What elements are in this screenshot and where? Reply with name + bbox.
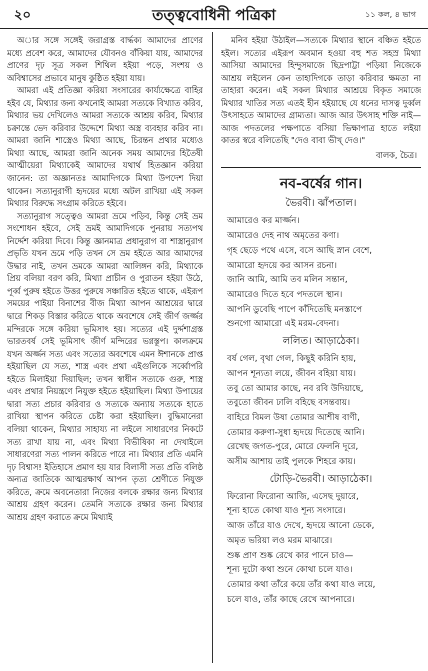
verse-line: আমারেও দিতে হবে পদতলে স্থান। bbox=[227, 289, 343, 300]
journal-title: তত্ত্ববোধিনী পত্রিকা bbox=[152, 6, 276, 24]
verse-line: শূন্য হাতে কোথা যাও শূন্য সংসারে। bbox=[227, 506, 346, 517]
verse-line: আপন শূন্যতা লয়ে, জীবন বহিয়া যায়। bbox=[227, 368, 356, 379]
poem-title: নব-বর্ষের গান। bbox=[279, 176, 363, 193]
verse-line: বর্ষ গেল, বৃথা গেল, কিছুই করিনি হায়, bbox=[227, 354, 356, 365]
verse-line: অমৃত ভরিয়া লও মরম মাঝারে। bbox=[227, 535, 333, 546]
page-header bbox=[0, 0, 428, 29]
verse-line: আমারেও কর মার্জ্জন। bbox=[227, 216, 300, 227]
verse bbox=[221, 214, 421, 332]
column-divider bbox=[212, 32, 213, 663]
song-section bbox=[221, 196, 421, 332]
paragraph: সত্যানুরাগ সত্ত্বেও আমরা ভ্রমে পড়িব, কিন্তু সেই ভ্রম সংশোধন হইবে, সেই ভ্রমই আমাদিগকে পুনরায় সত্যপথ নির্দ্দেশ করিয়া দিবে। কিন্তু জ্ঞানমাত্র প্রধানুরাগ বা শাস্ত্রানুরাগ প্রভৃতি যখন ভ্রমে পড়ি তখন সে ভ্রম হইতে আর আমাদের উদ্ধার নাই, তখন ভ্রমকে আমরা আলিঙ্গন করি, মিথ্যাকে প্রিয় বলিয়া বরণ করি, মিথ্যা প্রাচীন ও পুরাতন হইয়া উঠে, পূর্ব্ব পুরুষ হইতে উত্তর পুরুষে সঞ্চারিত হইতে থাকে, এইরূপ সময়ের পাইয়া বিনাশের বীজ মিথ্যা আপন আশ্রয়ের দ্বারে দ্বারে শিকড় বিস্তার করিতে থাকে অবশেষে সেই জীর্ণ জর্জ্জর মন্দিরকে সঙ্গে করিয়া ভূমিসাৎ হয়। সত্যের এই দুর্দ্দশাগ্রস্ত ভারতবর্ষ সেই ভূমিসাৎ জীর্ণ মন্দিরের ভগ্নস্তূপ। কালক্রমে যখন অর্জ্জন সত্য এবং সত্যের অবশেষে এমন ঈশানকে প্রাপ্ত হইয়াছিল যে সত্য, শাস্ত্র এবং প্রথা এইগুলিকে সর্ব্বোপরি হইতে মিলাইয়া দিয়াছিল; তখন স্বাধীন সত্যকে গুরু, শাস্ত্র এবং প্রথার নিয়ন্ত্রণে নিযুক্ত হইতে হইয়াছিল। মিথ্যা উপায়ের দ্বারা সত্য প্রচার করিবার ও সত্যকে অন্যায় সত্যকে হাতে রাখিয়া স্থাপন করিতে চেষ্টা করা হইয়াছিল। বুদ্ধিমানেরা বলিয়া থাকেন, মিথ্যার সাহায্য না লইলে সাধারণের নিকটে সত্য রাখা যায় না, এবং মিথ্যা বিভীষিকা না দেখাইলে সাধারণেরা সত্য পালন করিতে পারে না। মিথ্যার প্রতি এমনি দৃঢ় বিশ্বাস! ইতিহাসে প্রমাণ হয় যার বিলাসী সত্য প্রতি বলিষ্ঠ অন্যত্র জাতিকে আত্মরক্ষার্থ আপন তৃত্য শ্রেণীতে নিযুক্ত করিতে, ক্রমে অবনেতারা নিজের বলকে রক্ষার জন্য মিথ্যার আশ্রয় গ্রহণ করেন। তেমনি সত্যকে রক্ষার জন্য মিথ্যার আশ্রয় গ্রহণ করাতে ক্রমে মিথ্যাই bbox=[7, 210, 203, 522]
raga-heading: টোড়ি-ভৈরবী। আড়াঠেকা। bbox=[269, 473, 373, 485]
song-section bbox=[221, 334, 421, 470]
verse-line: আজ তাঁরে যাও দেখে, হৃদয়ে আনো ডেকে, bbox=[227, 521, 375, 532]
verse-line: রেখেছ জগত-পুরে, মোরে ফেলনি দূরে, bbox=[227, 442, 359, 453]
verse bbox=[221, 490, 421, 608]
verse-line: ফিরোনা ফিরোনা আজি, এসেছ দুয়ারে, bbox=[227, 491, 359, 502]
paragraph: মনিব হইয়া উঠাইল—সত্যকে মিথ্যার স্থানে বঞ্চিত হইতে হইল। সত্যের এইরূপ অবমান হওয়া বহু শত সহস্র মিথ্যা আসিয়া আমাদের হিন্দুসমাজে ছিদ্রপাট্টা পড়িয়া নিজেকে আশ্রয় লইলেন কেন তাহাদিগকে তাড়া করিবার ক্ষমতা না তাহারা করেন। এই সকল মিথ্যার আশ্রয়ে বিকৃত সমাজে মিথ্যার খাতির সত্য এতই হীন হইয়াছে যে ধনের দাসত্ব দুর্ব্বল উৎসাহতে আমাদের গ্রাম্যতা। আজ আর উৎসাহ শক্তি নাই—আজ পদতলের পক্ষপাতে বসিয়া ভিক্ষাপাত্র হাতে লইয়া কাতর স্বরে বলিতেছি "দেও বাবা ভীখ্ দেও।" bbox=[221, 35, 421, 146]
paragraph: আমরা এই প্রতিজ্ঞা করিয়া সংসারের কার্য্যক্ষেত্রে বাহির হইব যে, মিথ্যার জন্য কখনোই আমরা সত্যকে বিখ্যাত করিব, মিথ্যার ভয় দেখিলেও আমরা সত্যকে আশ্রয় করিব, মিথ্যার চক্রান্তে ভেদ করিবার উদ্দেশে মিথ্যা অস্ত্র ব্যবহার করিব না। আমরা জানি শাস্ত্রেও মিথ্যা আছে, চিরন্তন প্রথার মধ্যেও মিথ্যা আছে, আমরা জানি অনেক সময় আমাদের হিতৈষী আত্মীয়েরা মিথ্যাকেই আমাদের যথার্থ হিতজ্ঞান করিয়া জানেন: তা অজ্ঞানতঃ আমাদিগকে মিথ্যা উপদেশ দিয়া থাকেন। সত্যানুরাগী হৃদয়ের মধ্যে অটল রাখিয়া এই সকল মিথ্যার বিরুদ্ধে সংগ্রাম করিতে হইবে। bbox=[7, 85, 203, 209]
raga-heading: ললিত। আড়াঠেকা। bbox=[282, 336, 360, 348]
verse-line: তবু তো আমার কাছে, নব রবি উদিয়াছে, bbox=[227, 383, 364, 394]
verse-line: আমারেও দেহ নাথ অমৃতের কণা। bbox=[227, 231, 340, 242]
right-column bbox=[221, 34, 421, 661]
verse-line: শুনগো আমারো এই মরম-বেদনা। bbox=[227, 319, 340, 330]
page-number: ২০ bbox=[14, 8, 31, 23]
verse bbox=[221, 352, 421, 470]
verse-line: তবুতো জীবন ঢালি বহিছে বসন্তবায়। bbox=[227, 398, 351, 409]
verse-line: অসীম আশায় তাই পুলকে শিহরে কায়। bbox=[227, 457, 356, 468]
section-rule bbox=[221, 167, 421, 168]
issue-label: ১১ কল, ৪ ভাগ bbox=[365, 10, 416, 19]
raga-heading: ভৈরবী। ঝাঁপতাল। bbox=[285, 198, 357, 210]
song-section bbox=[221, 472, 421, 608]
verse-line: আপনি ডুবেছি পাপে কাঁদিতেছি মনস্তাপে bbox=[227, 304, 363, 315]
verse-line: গৃহ ছেড়ে পথে এসে, বসে আছি স্নান বেশে, bbox=[227, 245, 373, 256]
verse-line: চলে যাও, তাঁর কাছে রেখে আপনারে। bbox=[227, 594, 355, 605]
verse-line: জানি আমি, আমি তব মলিন সন্তান, bbox=[227, 275, 348, 286]
signoff: বালক, চৈত্র। bbox=[375, 149, 417, 160]
left-column bbox=[7, 34, 203, 661]
verse-line: আমারো হৃদয়ে কর আসন রচনা। bbox=[227, 260, 337, 271]
verse-line: বাহিরে বিমল উষা তোমার আশীষ বাণী, bbox=[227, 412, 360, 423]
verse-line: তোমার কথা তাঁরে কয়ে তাঁর কথা যাও লয়ে, bbox=[227, 579, 376, 590]
paragraph: অার সঙ্গে সঙ্গেই জরাগ্রস্ত বার্দ্ধক্য আমাদের প্রাণের মধ্যে প্রবেশ করে, আমাদের যৌবনও বাঁকিয়া যায়, আমাদের প্রাণের দৃঢ় সূত্র সকল শিথিল হইয়া পড়ে, সংশয় ও অবিশ্বাসের প্রভাবে মানুষ কুষ্ঠিত হইয়া যায়। bbox=[7, 35, 203, 83]
verse-line: তোমার করুণা-সুধা হৃদয়ে দিতেছে আনি। bbox=[227, 427, 365, 438]
verse-line: শুষ্ক প্রাণ শুষ্ক রেখে কার পানে চাও— bbox=[227, 550, 354, 561]
verse-line: শূন্য দুটো কথা শুনে কোথা চলে যাও। bbox=[227, 565, 353, 576]
